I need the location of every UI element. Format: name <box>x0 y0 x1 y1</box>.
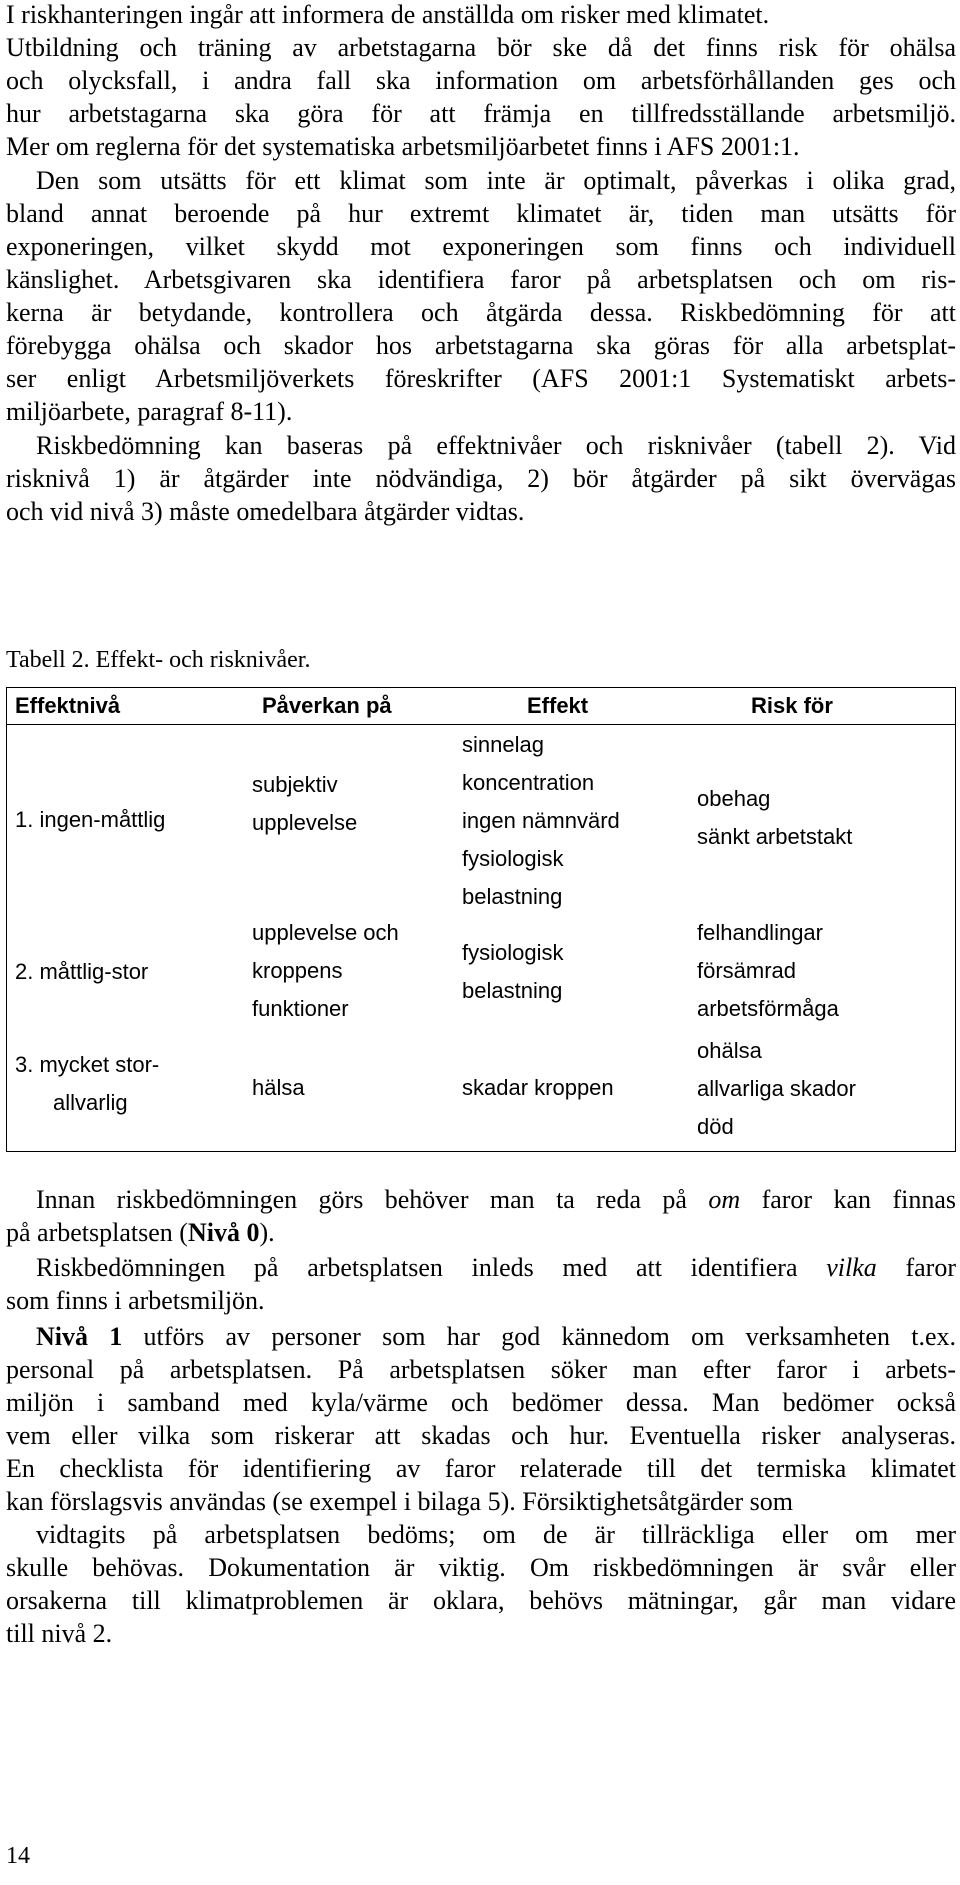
text-line: vem eller vilka som riskerar att skadas och hur. Eventuella risker analyseras. <box>6 1421 956 1450</box>
header-paverkan: Påverkan på <box>262 693 392 718</box>
text-line: Riskbedömning kan baseras på effektnivåer och risknivåer (tabell 2). Vid <box>36 431 956 460</box>
row2-risk-line: arbetsförmåga <box>697 996 839 1021</box>
bold-niva1: Nivå 1 <box>36 1322 123 1351</box>
header-effekt: Effekt <box>527 693 589 718</box>
row1-effect-line: belastning <box>462 884 563 909</box>
row3-risk-line: ohälsa <box>697 1038 762 1063</box>
text-line: risknivå 1) är åtgärder inte nödvändiga, 2) bör åtgärder på sikt övervägas <box>6 464 956 493</box>
row2-risk-line: försämrad <box>697 958 797 983</box>
text-line: kan förslagsvis användas (se exempel i bilaga 5). Försiktighetsåtgärder som <box>6 1487 794 1516</box>
row1-impact-line: upplevelse <box>252 810 358 835</box>
row1-effect-line: koncentration <box>462 770 595 795</box>
text-line: skulle behövas. Dokumentation är viktig. Om riskbedömningen är svår eller <box>6 1553 956 1582</box>
header-risk: Risk för <box>751 693 833 718</box>
row3-impact: hälsa <box>252 1075 305 1100</box>
text-line: Innan riskbedömningen görs behöver man ta reda på om faror kan finnas <box>36 1185 956 1214</box>
text-line: Utbildning och träning av arbetstagarna bör ske då det finns risk för ohälsa <box>6 33 956 62</box>
text-line: miljöarbete, paragraf 8-11). <box>6 397 293 426</box>
text-line: till nivå 2. <box>6 1619 113 1648</box>
row1-risk-line: obehag <box>697 786 771 811</box>
row3-effect: skadar kroppen <box>462 1075 614 1100</box>
effect-risk-table <box>6 687 956 1152</box>
text-line: I riskhanteringen ingår att informera de anställda om risker med klimatet. <box>6 0 770 29</box>
row3-risk-line: allvarliga skador <box>697 1076 856 1101</box>
row3-risk-line: död <box>697 1114 734 1139</box>
text-line: bland annat beroende på hur extremt klimatet är, tiden man utsätts för <box>6 199 956 228</box>
text-line: och vid nivå 3) måste omedelbara åtgärder vidtas. <box>6 497 525 526</box>
row2-risk-line: felhandlingar <box>697 920 823 945</box>
text-line: En checklista för identifiering av faror relaterade till det termiska klimatet <box>6 1454 956 1483</box>
row1-impact-line: subjektiv <box>252 772 338 797</box>
row2-effect-line: fysiologisk <box>462 940 564 965</box>
header-effektniva: Effektnivå <box>15 693 121 718</box>
text-line: orsakerna till klimatproblemen är oklara, behövs mätningar, går man vidare <box>6 1586 956 1615</box>
bold-niva0: Nivå 0 <box>187 1218 260 1247</box>
row1-level: 1. ingen-måttlig <box>15 807 166 832</box>
row1-effect-line: sinnelag <box>462 732 544 757</box>
text-line: vidtagits på arbetsplatsen bedöms; om de är tillräckliga eller om mer <box>36 1520 956 1549</box>
text-line: som finns i arbetsmiljön. <box>6 1286 265 1315</box>
row2-impact-line: upplevelse och <box>252 920 399 945</box>
row2-impact-line: funktioner <box>252 996 349 1021</box>
emphasis-om: om <box>708 1185 741 1214</box>
text-line: hur arbetstagarna ska göra för att främja en tillfredsställande arbetsmiljö. <box>6 99 956 128</box>
text-line: miljön i samband med kyla/värme och bedömer dessa. Man bedömer också <box>6 1388 956 1417</box>
row1-risk-line: sänkt arbetstakt <box>697 824 853 849</box>
text-line: Riskbedömningen på arbetsplatsen inleds med att identifiera vilka faror <box>36 1253 957 1282</box>
emphasis-vilka: vilka <box>826 1253 877 1282</box>
text-line: Mer om reglerna för det systematiska arbetsmiljöarbetet finns i AFS 2001:1. <box>6 132 800 161</box>
text-line: kerna är betydande, kontrollera och åtgärda dessa. Riskbedömning för att <box>6 298 956 327</box>
text-line: känslighet. Arbetsgivaren ska identifiera faror på arbetsplatsen och om ris- <box>6 265 956 294</box>
text-line: förebygga ohälsa och skador hos arbetstagarna ska göras för alla arbetsplat- <box>6 331 956 360</box>
table-caption: Tabell 2. Effekt- och risknivåer. <box>6 647 311 673</box>
row2-level: 2. måttlig-stor <box>15 959 149 984</box>
row1-effect-line: fysiologisk <box>462 846 564 871</box>
row3-level-line: allvarlig <box>53 1090 128 1115</box>
text-line: exponeringen, vilket skydd mot exponeringen som finns och individuell <box>6 232 956 261</box>
row3-level-line: 3. mycket stor- <box>15 1052 160 1077</box>
page-number: 14 <box>6 1843 30 1869</box>
text-line: Nivå 1 utförs av personer som har god kännedom om verksamheten t.ex. <box>36 1322 956 1351</box>
text-line: ser enligt Arbetsmiljöverkets föreskrifter (AFS 2001:1 Systematiskt arbets- <box>6 364 956 393</box>
table-header-row <box>7 688 955 725</box>
row2-impact-line: kroppens <box>252 958 343 983</box>
text-line: och olycksfall, i andra fall ska information om arbetsförhållanden ges och <box>6 66 956 95</box>
text-line: Den som utsätts för ett klimat som inte är optimalt, påverkas i olika grad, <box>36 166 956 195</box>
row1-effect-line: ingen nämnvärd <box>462 808 620 833</box>
text-line: på arbetsplatsen (Nivå 0). <box>6 1218 275 1247</box>
row2-effect-line: belastning <box>462 978 563 1003</box>
text-line: personal på arbetsplatsen. På arbetsplatsen söker man efter faror i arbets- <box>6 1355 956 1384</box>
